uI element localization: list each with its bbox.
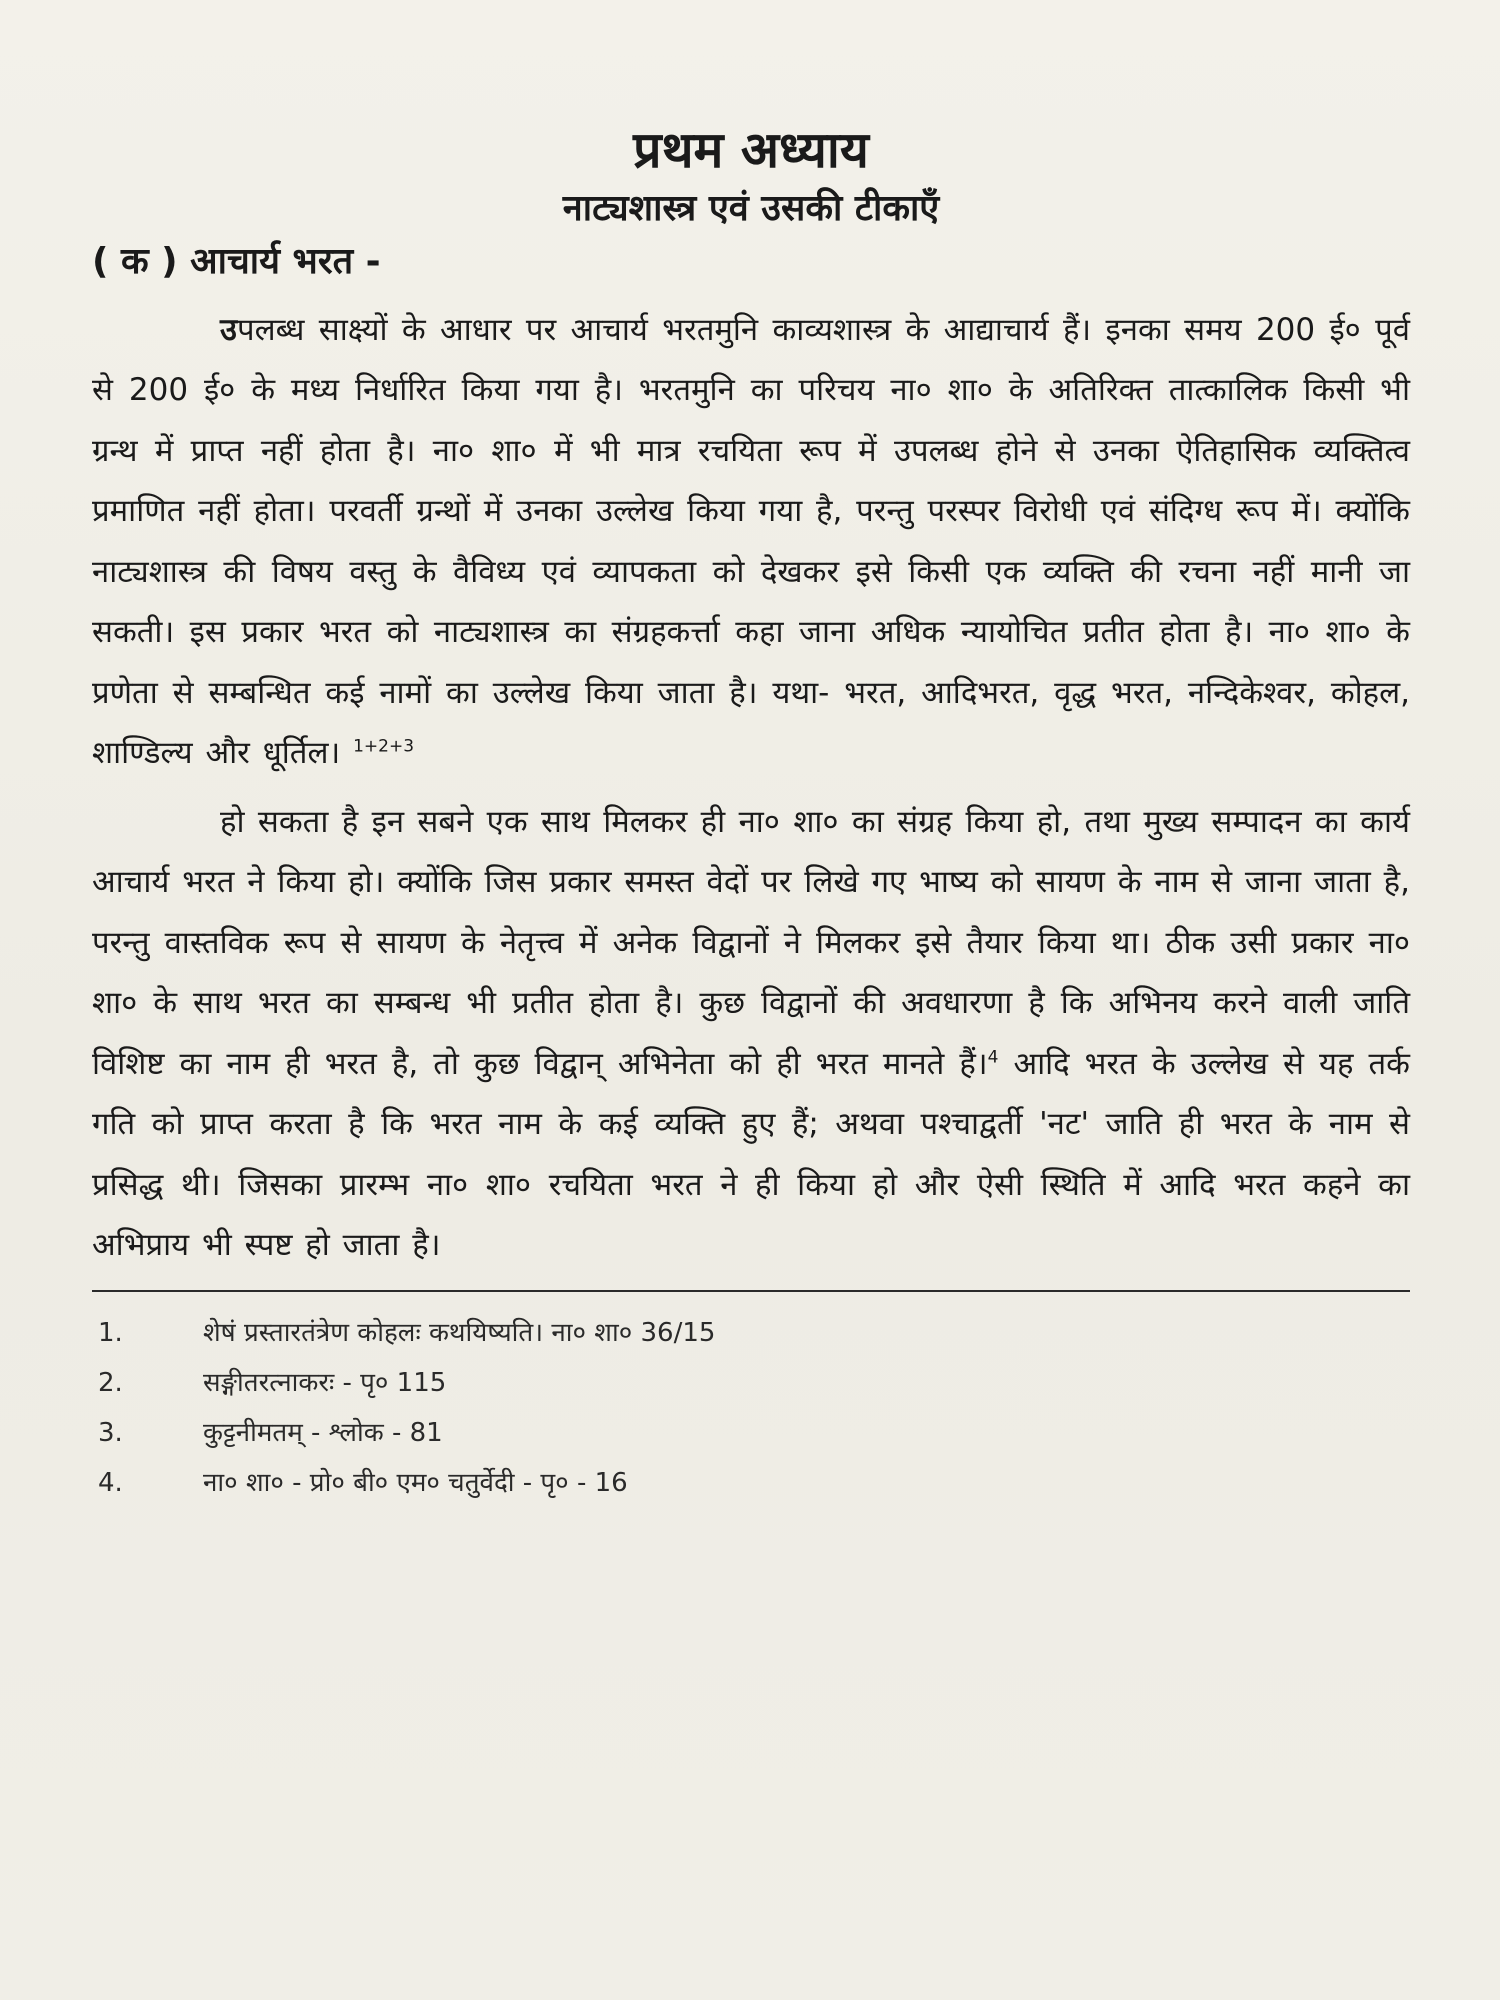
paragraph-1-lead-letter: उ — [220, 311, 237, 348]
footnotes-list — [92, 1308, 1410, 1508]
footnote-item — [92, 1308, 1410, 1358]
footnote-number: 1. — [98, 1317, 123, 1348]
footnote-item — [92, 1458, 1410, 1508]
section-heading: ( क ) आचार्य भरत - — [92, 240, 381, 282]
chapter-title: प्रथम अध्याय — [633, 121, 869, 179]
footnote-number: 2. — [98, 1367, 123, 1398]
footnote-text: कुट्टनीमतम् - श्लोक - 81 — [203, 1417, 443, 1448]
chapter-subtitle: नाट्यशास्त्र एवं उसकी टीकाएँ — [562, 188, 940, 229]
footnote-text: ना० शा० - प्रो० बी० एम० चतुर्वेदी - पृ० - 16 — [203, 1467, 628, 1498]
paragraph-1 — [92, 300, 1410, 784]
paragraph-2-text-before: हो सकता है इन सबने एक साथ मिलकर ही ना० शा० का संग्रह किया हो, तथा मुख्य सम्पादन का कार्य आचार्य भरत ने किया हो। क्योंकि जिस प्रकार समस्त वेदों पर लिखे गए भाष्य को सायण के नाम से जाना जाता है, परन्तु वास्तविक रूप से सायण के नेतृत्त्व में अनेक विद्वानों ने मिलकर इसे तैयार किया था। ठीक उसी प्रकार ना० शा० के साथ भरत का सम्बन्ध भी प्रतीत होता है। कुछ विद्वानों की अवधारणा है कि अभिनय करने वाली जाति विशिष्ट का नाम ही भरत है, तो कुछ विद्वान् अभिनेता को ही भरत मानते हैं। — [92, 803, 1410, 1082]
footnote-ref-1-2-3: 1+2+3 — [353, 736, 415, 757]
footnote-item — [92, 1358, 1410, 1408]
footnote-ref-4: 4 — [987, 1047, 999, 1068]
footnote-number: 3. — [98, 1417, 123, 1448]
footnote-item — [92, 1408, 1410, 1458]
footnote-number: 4. — [98, 1467, 123, 1498]
paragraph-2-text-after: आदि भरत के उल्लेख से यह तर्क गति को प्राप्त करता है कि भरत नाम के कई व्यक्ति हुए हैं; अथवा पश्चाद्वर्ती 'नट' जाति ही भरत के नाम से प्रसिद्ध थी। जिसका प्रारम्भ ना० शा० रचयिता भरत ने ही किया हो और ऐसी स्थिति में आदि भरत कहने का अभिप्राय भी स्पष्ट हो जाता है। — [92, 1045, 1410, 1264]
footnote-divider — [92, 1290, 1410, 1292]
footnote-text: शेषं प्रस्तारतंत्रेण कोहलः कथयिष्यति। ना० शा० 36/15 — [203, 1317, 716, 1348]
paragraph-2 — [92, 792, 1410, 1276]
paragraph-1-text: पलब्ध साक्ष्यों के आधार पर आचार्य भरतमुनि काव्यशास्त्र के आद्याचार्य हैं। इनका समय 200 ई० पूर्व से 200 ई० के मध्य निर्धारित किया गया है। भरतमुनि का परिचय ना० शा० के अतिरिक्त तात्कालिक किसी भी ग्रन्थ में प्राप्त नहीं होता है। ना० शा० में भी मात्र रचयिता रूप में उपलब्ध होने से उनका ऐतिहासिक व्यक्तित्व प्रमाणित नहीं होता। परवर्ती ग्रन्थों में उनका उल्लेख किया गया है, परन्तु परस्पर विरोधी एवं संदिग्ध रूप में। क्योंकि नाट्यशास्त्र की विषय वस्तु के वैविध्य एवं व्यापकता को देखकर इसे किसी एक व्यक्ति की रचना नहीं मानी जा सकती। इस प्रकार भरत को नाट्यशास्त्र का संग्रहकर्त्ता कहा जाना अधिक न्यायोचित प्रतीत होता है। ना० शा० के प्रणेता से सम्बन्धित कई नामों का उल्लेख किया जाता है। यथा- भरत, आदिभरत, वृद्ध भरत, नन्दिकेश्वर, कोहल, शाण्डिल्य और धूर्तिल। — [92, 311, 1410, 772]
footnote-text: सङ्गीतरत्नाकरः - पृ० 115 — [203, 1367, 447, 1398]
